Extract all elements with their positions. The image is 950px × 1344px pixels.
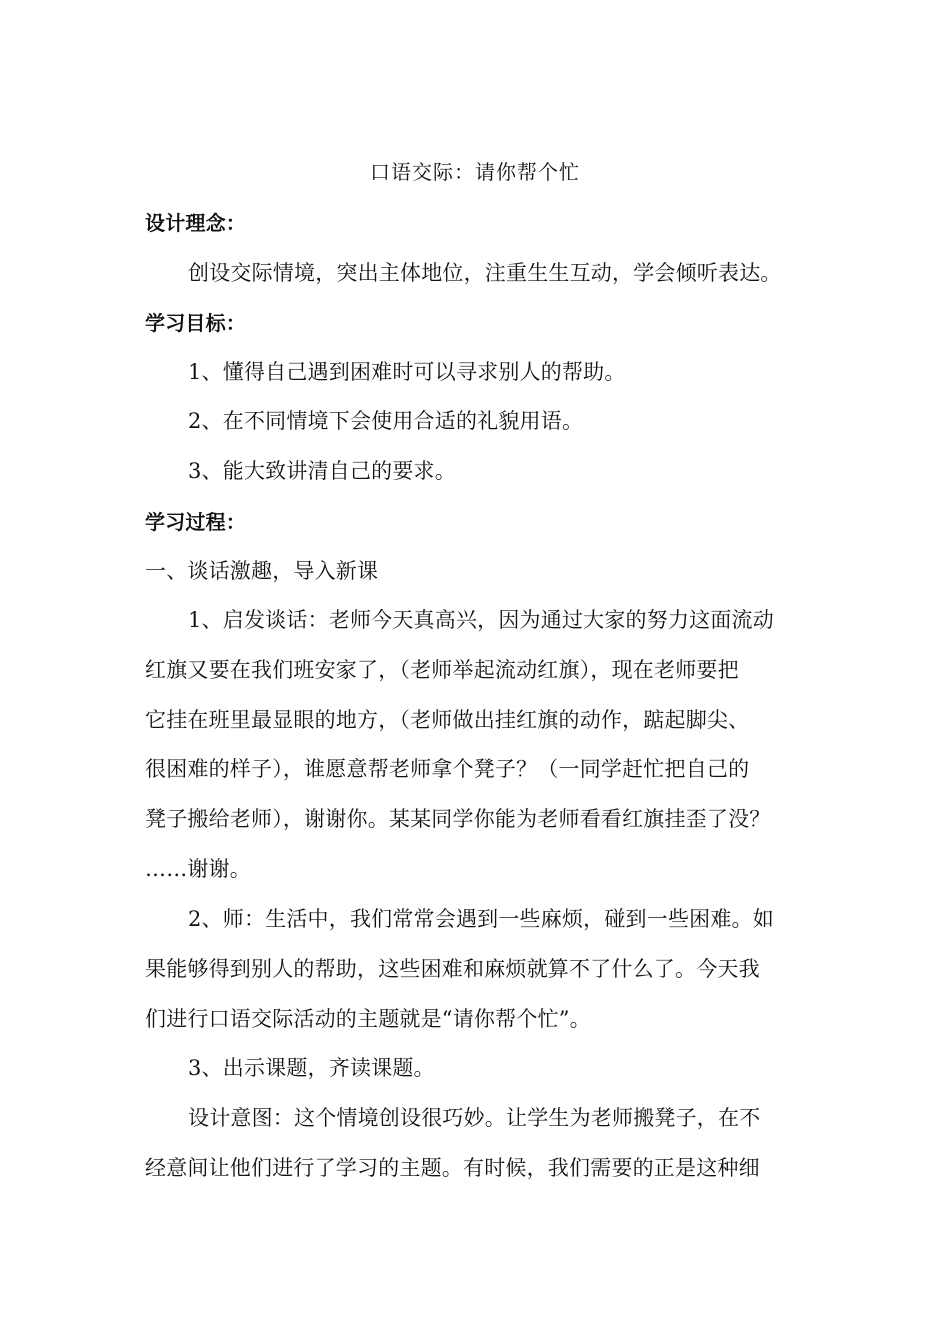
para1-line-1: 1、启发谈话：老师今天真高兴，因为通过大家的努力这面流动 [188, 608, 774, 632]
design-intent-line-1: 设计意图：这个情境创设很巧妙。让学生为老师搬凳子，在不 [188, 1106, 761, 1130]
design-intent-line-2: 经意间让他们进行了学习的主题。有时候，我们需要的正是这种细 [145, 1156, 760, 1180]
para1-line-6: ……谢谢。 [145, 857, 251, 881]
process-heading: 学习过程： [145, 510, 246, 534]
para1-line-5: 凳子搬给老师），谢谢你。某某同学你能为老师看看红旗挂歪了没？ [145, 807, 771, 831]
para3-line: 3、出示课题，齐读课题。 [188, 1056, 435, 1080]
objective-item-3: 3、能大致讲清自己的要求。 [188, 459, 456, 483]
para2-line-1: 2、师：生活中，我们常常会遇到一些麻烦，碰到一些困难。如 [188, 907, 774, 931]
design-concept-heading: 设计理念： [145, 211, 246, 235]
part1-title: 一、谈话激趣，导入新课 [145, 559, 379, 583]
objective-item-2: 2、在不同情境下会使用合适的礼貌用语。 [188, 409, 584, 433]
objectives-heading: 学习目标： [145, 311, 246, 335]
para1-line-2: 红旗又要在我们班安家了，（老师举起流动红旗），现在老师要把 [145, 658, 739, 682]
page-title: 口语交际：请你帮个忙 [370, 160, 580, 184]
para1-line-4: 很困难的样子），谁愿意帮老师拿个凳子？（一同学赶忙把自己的 [145, 757, 750, 781]
design-concept-text: 创设交际情境，突出主体地位，注重生生互动，学会倾听表达。 [188, 261, 782, 285]
para2-line-2: 果能够得到别人的帮助，这些困难和麻烦就算不了什么了。今天我 [145, 957, 760, 981]
para1-line-3: 它挂在班里最显眼的地方，（老师做出挂红旗的动作，踮起脚尖、 [145, 708, 750, 732]
objective-item-1: 1、懂得自己遇到困难时可以寻求别人的帮助。 [188, 360, 626, 384]
para2-line-3: 们进行口语交际活动的主题就是“请你帮个忙”。 [145, 1007, 591, 1031]
